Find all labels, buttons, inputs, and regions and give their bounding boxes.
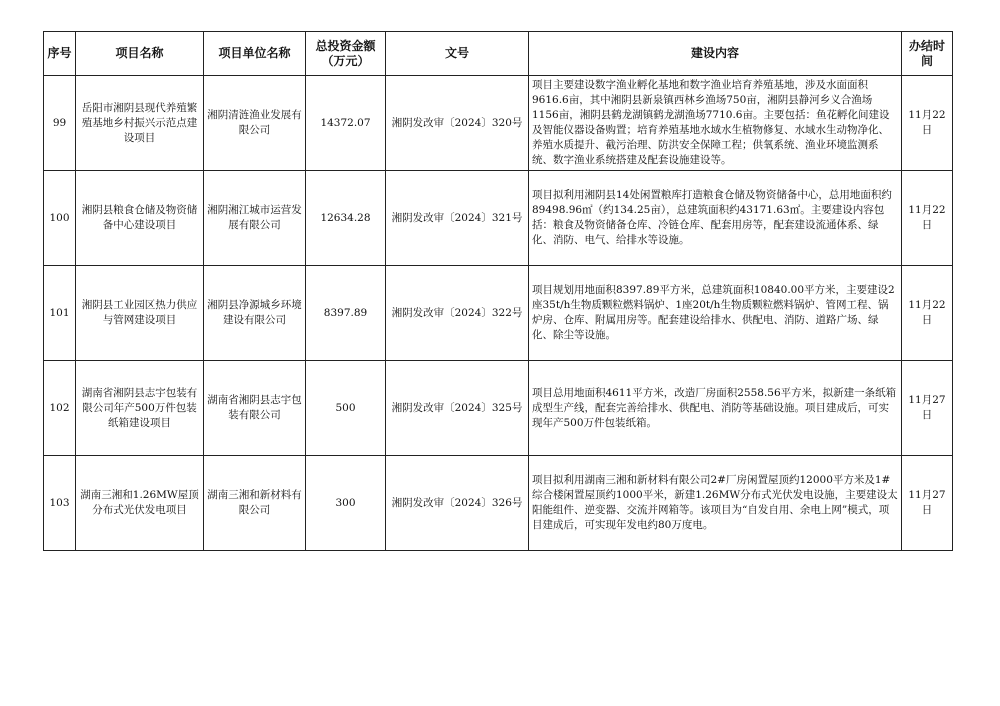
cell-seq: 99	[44, 76, 76, 171]
table-row	[44, 76, 953, 171]
cell-project-name: 湖南三湘和1.26MW屋顶分布式光伏发电项目	[76, 456, 204, 551]
header-project-name: 项目名称	[76, 32, 204, 76]
cell-investment: 8397.89	[306, 266, 386, 361]
cell-completion-date: 11月27日	[902, 361, 953, 456]
header-completion-date: 办结时间	[902, 32, 953, 76]
cell-construction-content: 项目拟利用湖南三湘和新材料有限公司2#厂房闲置屋顶约12000平方米及1#综合楼闲置屋顶约1000平米，新建1.26MW分布式光伏发电设施，主要建设太阳能组件、逆变器、交流并网箱等。该项目为“自发自用、余电上网”模式，项目建成后，可实现年发电约80万度电。	[529, 456, 902, 551]
cell-project-name: 岳阳市湘阴县现代养殖繁殖基地乡村振兴示范点建设项目	[76, 76, 204, 171]
header-investment: 总投资金额（万元）	[306, 32, 386, 76]
cell-construction-content: 项目拟利用湘阴县14处闲置粮库打造粮食仓储及物资储备中心，总用地面积约89498.96㎡（约134.25亩），总建筑面积约43171.63㎡。主要建设内容包括：粮食及物资储备仓库、冷链仓库、配套用房等，配套建设流通体系、绿化、消防、电气、给排水等设施。	[529, 171, 902, 266]
cell-completion-date: 11月27日	[902, 456, 953, 551]
cell-investment: 14372.07	[306, 76, 386, 171]
table-header-row	[44, 32, 953, 76]
header-construction-content: 建设内容	[529, 32, 902, 76]
cell-investment: 500	[306, 361, 386, 456]
table-row	[44, 266, 953, 361]
cell-doc-number: 湘阴发改审〔2024〕326号	[386, 456, 529, 551]
cell-project-name: 湘阴县粮食仓储及物资储备中心建设项目	[76, 171, 204, 266]
cell-investment: 300	[306, 456, 386, 551]
cell-completion-date: 11月22日	[902, 76, 953, 171]
cell-seq: 103	[44, 456, 76, 551]
cell-construction-content: 项目总用地面积4611平方米，改造厂房面积2558.56平方米，拟新建一条纸箱成型生产线，配套完善给排水、供配电、消防等基础设施。项目建成后，可实现年产500万件包装纸箱。	[529, 361, 902, 456]
cell-doc-number: 湘阴发改审〔2024〕321号	[386, 171, 529, 266]
cell-project-name: 湘阴县工业园区热力供应与管网建设项目	[76, 266, 204, 361]
header-seq: 序号	[44, 32, 76, 76]
cell-seq: 101	[44, 266, 76, 361]
cell-doc-number: 湘阴发改审〔2024〕320号	[386, 76, 529, 171]
cell-project-unit: 湘阴县净源城乡环境建设有限公司	[204, 266, 306, 361]
table-row	[44, 456, 953, 551]
cell-project-unit: 湖南三湘和新材料有限公司	[204, 456, 306, 551]
cell-project-name: 湖南省湘阴县志宇包装有限公司年产500万件包装纸箱建设项目	[76, 361, 204, 456]
cell-investment: 12634.28	[306, 171, 386, 266]
cell-doc-number: 湘阴发改审〔2024〕322号	[386, 266, 529, 361]
cell-project-unit: 湘阴湘江城市运营发展有限公司	[204, 171, 306, 266]
header-project-unit: 项目单位名称	[204, 32, 306, 76]
cell-completion-date: 11月22日	[902, 266, 953, 361]
header-doc-number: 文号	[386, 32, 529, 76]
cell-construction-content: 项目规划用地面积8397.89平方米，总建筑面积10840.00平方米，主要建设2座35t/h生物质颗粒燃料锅炉、1座20t/h生物质颗粒燃料锅炉、管网工程、锅炉房、仓库、附属用房等。配套建设给排水、供配电、消防、道路广场、绿化、除尘等设施。	[529, 266, 902, 361]
cell-construction-content: 项目主要建设数字渔业孵化基地和数字渔业培育养殖基地，涉及水面面积9616.6亩，其中湘阴县新泉镇西林乡渔场750亩，湘阴县静河乡义合渔场1156亩，湘阴县鹤龙湖镇鹤龙湖渔场7710.6亩。主要包括：鱼花孵化间建设及智能仪器设备购置；培育养殖基地水域水生植物修复、水域水生动物净化、养殖水质提升、截污治理、防洪安全保障工程；供氧系统、渔业环境监测系统、数字渔业系统搭建及配套设施建设等。	[529, 76, 902, 171]
table-row	[44, 171, 953, 266]
table-row	[44, 361, 953, 456]
cell-seq: 102	[44, 361, 76, 456]
cell-project-unit: 湘阴清涟渔业发展有限公司	[204, 76, 306, 171]
cell-seq: 100	[44, 171, 76, 266]
cell-project-unit: 湖南省湘阴县志宇包装有限公司	[204, 361, 306, 456]
project-approval-table	[43, 31, 953, 551]
cell-doc-number: 湘阴发改审〔2024〕325号	[386, 361, 529, 456]
cell-completion-date: 11月22日	[902, 171, 953, 266]
